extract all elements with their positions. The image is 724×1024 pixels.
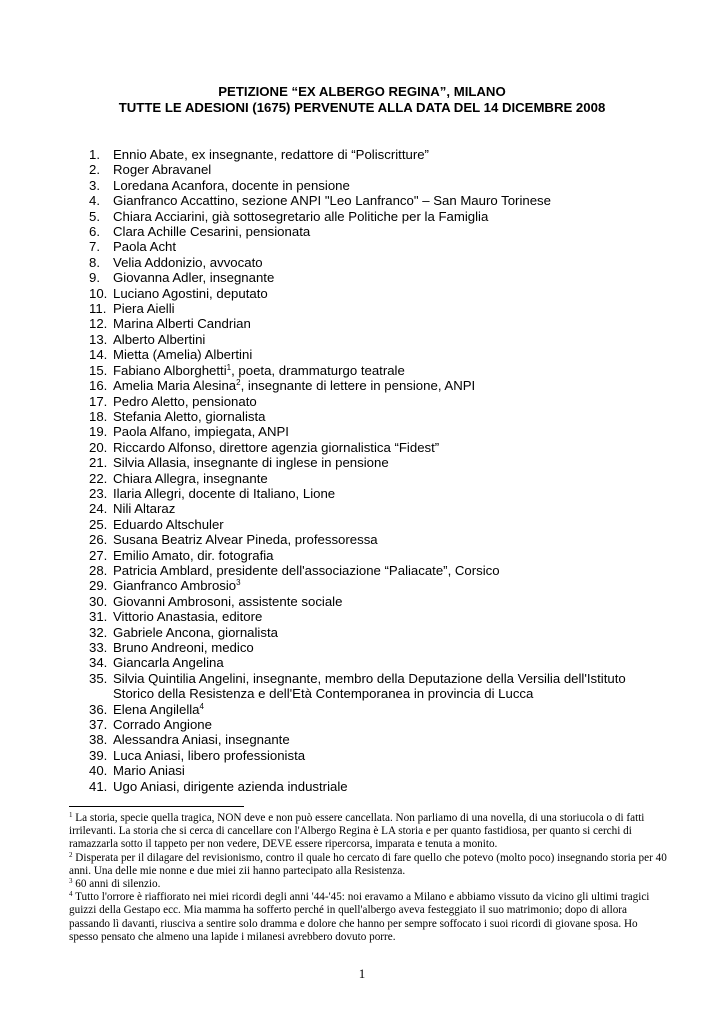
list-item-content [113,409,626,424]
list-item-content [113,501,626,516]
list-item-number: 4. [89,193,100,209]
list-item-text: Chiara Allegra, insegnante [113,470,268,486]
list-item-text: Emilio Amato, dir. fotografia [113,547,274,563]
list-item [89,532,626,547]
list-item-content [113,748,626,763]
list-item [89,239,626,254]
footnote-reference: 3 [236,578,241,588]
list-item-text: Silvia Quintilia Angelini, insegnante, membro della Deputazione della Versilia dell'Istituto [113,670,626,686]
footnote-reference: 4 [199,701,204,711]
list-item [89,609,626,624]
footnote-text: Tutto l'orrore è riaffiorato nei miei ricordi degli anni '44-'45: noi eravamo a Milano e abbiamo vissuto da vicino gli ultimi tragici guizzi della Gestapo ecc. Mia mamma ha sofferto perché in quell'albergo aveva festeggiato il suo matrimonio; dopo di allora passando lì davanti, riusciva a sentire solo dramma e dolore che hanno per sempre soffocato i suoi ricordi di giovane sposa. Ho spesso pensato che almeno una lapide i milanesi avrebbero dovuto porre. [69,891,650,943]
document-title [0,84,724,116]
list-item-number: 8. [89,254,100,270]
list-item-content [113,363,626,378]
list-item-text: Fabiano Alborghetti [113,362,227,378]
list-item-content [113,471,626,486]
list-item-text: Amelia Maria Alesina [113,378,237,394]
list-item [89,563,626,578]
list-item-text: Nili Altaraz [113,501,176,517]
list-item-content [113,671,626,702]
list-item [89,640,626,655]
list-item-number: 13. [89,331,108,347]
list-item-number: 1. [89,147,100,162]
list-item-text: Velia Addonizio, avvocato [113,254,263,270]
list-item-content [113,625,626,640]
list-item-content [113,578,626,593]
footnote [69,878,669,891]
list-item [89,394,626,409]
list-item-content [113,301,626,316]
list-item-number: 26. [89,532,108,548]
list-item [89,748,626,763]
footnote-text: 60 anni di silenzio. [72,878,161,891]
list-item-content [113,162,626,177]
title-line-2: TUTTE LE ADESIONI (1675) PERVENUTE ALLA DATA DEL 14 DICEMBRE 2008 [118,100,606,115]
list-item [89,193,626,208]
list-item-text: Luca Aniasi, libero professionista [113,747,306,763]
list-item-content [113,486,626,501]
list-item [89,717,626,732]
list-item-number: 37. [89,717,108,733]
list-item-number: 9. [89,270,100,286]
list-item-text: Pedro Aletto, pensionato [113,393,257,409]
list-item-content [113,702,626,717]
footnote-mark: 1 [69,811,73,819]
list-item-number: 16. [89,378,108,394]
list-item [89,270,626,285]
list-item [89,440,626,455]
list-item-number: 24. [89,501,108,517]
list-item-content [113,239,626,254]
list-item-content [113,779,626,794]
list-item-number: 17. [89,393,108,409]
footnote [69,891,669,944]
list-item [89,332,626,347]
footnote-mark: 4 [69,890,73,899]
list-item-text: Chiara Acciarini, già sottosegretario alle Politiche per la Famiglia [113,208,489,224]
list-item-number: 11. [89,301,107,317]
list-item-number: 19. [89,424,108,440]
list-item-content [113,717,626,732]
list-item [89,578,626,593]
list-item-content [113,178,626,193]
list-item-number: 25. [89,516,108,532]
list-item-content [113,378,626,393]
list-item-content [113,548,626,563]
list-item-content [113,316,626,331]
signatory-list [89,147,626,794]
list-item-text-continued: , poeta, drammaturgo teatrale [231,362,405,378]
list-item-content [113,255,626,270]
list-item-content [113,286,626,301]
list-item [89,517,626,532]
list-item [89,286,626,301]
list-item [89,763,626,778]
list-item [89,363,626,378]
list-item-number: 21. [89,455,108,471]
list-item-content [113,332,626,347]
list-item [89,224,626,239]
list-item [89,486,626,501]
list-item-text: Stefania Aletto, giornalista [113,408,266,424]
list-item [89,655,626,670]
list-item-text-line-2: Storico della Resistenza e dell'Età Contemporanea in provincia di Lucca [113,686,534,702]
list-item [89,301,626,316]
list-item-text: Giancarla Angelina [113,655,224,671]
list-item-text: Corrado Angione [113,717,212,733]
footnote-reference: 2 [236,378,241,388]
list-item-number: 34. [89,655,108,671]
list-item [89,316,626,331]
list-item [89,702,626,717]
list-item [89,162,626,177]
list-item-text: Bruno Andreoni, medico [113,640,254,655]
list-item-text: Paola Alfano, impiegata, ANPI [113,424,289,440]
list-item [89,501,626,516]
footnote-separator [69,806,244,807]
list-item-text: Alessandra Aniasi, insegnante [113,732,290,748]
list-item-number: 35. [89,670,108,686]
list-item-text: Clara Achille Cesarini, pensionata [113,224,311,240]
list-item-number: 33. [89,640,108,655]
list-item-number: 23. [89,485,108,501]
list-item [89,255,626,270]
footnote-text: Disperata per il dilagare del revisionismo, contro il quale ho cercato di fare quello che potevo (molto poco) insegnando storia per 40 anni. Una delle mie nonne e due miei zii hanno partecipato alla Resistenza. [69,851,667,877]
list-item-content [113,193,626,208]
list-item [89,424,626,439]
list-item-text: Ilaria Allegri, docente di Italiano, Lione [113,485,336,501]
list-item-content [113,424,626,439]
list-item-text: Piera Aielli [113,301,175,317]
list-item-text: Giovanna Adler, insegnante [113,270,275,286]
list-item [89,147,626,162]
list-item-text: Roger Abravanel [113,162,212,178]
list-item-text: Mietta (Amelia) Albertini [113,347,253,363]
list-item-text: Gianfranco Accattino, sezione ANPI "Leo Lanfranco" – San Mauro Torinese [113,193,551,209]
list-item [89,178,626,193]
list-item-content [113,394,626,409]
list-item-content [113,763,626,778]
list-item-content [113,594,626,609]
list-item-number: 30. [89,593,108,609]
list-item [89,471,626,486]
list-item [89,671,626,702]
list-item-content [113,440,626,455]
list-item-number: 18. [89,408,108,424]
list-item-number: 31. [89,609,108,625]
list-item-text: Paola Acht [113,239,177,255]
list-item-text: Alberto Albertini [113,331,206,347]
list-item-content [113,732,626,747]
list-item-text-continued: , insegnante di lettere in pensione, ANPI [240,378,476,394]
list-item-number: 40. [89,763,108,779]
list-item [89,409,626,424]
list-item-number: 22. [89,470,108,486]
list-item-content [113,147,626,162]
list-item-number: 14. [89,347,108,363]
list-item-text: Ennio Abate, ex insegnante, redattore di “Poliscritture” [113,147,429,162]
list-item-text: Susana Beatriz Alvear Pineda, professoressa [113,532,378,548]
footnotes [69,812,669,944]
list-item [89,779,626,794]
list-item-number: 10. [89,285,108,301]
footnote-text: La storia, specie quella tragica, NON deve e non può essere cancellata. Non parliamo di una novella, di una storiucola o di fatti irrilevanti. La storia che si cerca di cancellare con l'Albergo Regina è LA storia e per quanto fastidiosa, per quanto si cerchi di ramazzarla sotto il tappeto per non vedere, DEVE essere ripercorsa, imparata e tenuta a monito. [69,812,645,851]
list-item-number: 20. [89,439,108,455]
footnote-reference: 1 [226,362,232,372]
list-item-text: Loredana Acanfora, docente in pensione [113,177,350,193]
list-item-content [113,517,626,532]
footnote-mark: 3 [69,877,73,886]
list-item-content [113,640,626,655]
list-item-content [113,532,626,547]
list-item [89,347,626,362]
list-item-number: 32. [89,624,108,640]
list-item-content [113,209,626,224]
title-line-1: PETIZIONE “EX ALBERGO REGINA”, MILANO [218,84,506,99]
list-item-number: 27. [89,547,108,563]
list-item-content [113,455,626,470]
list-item-text: Marina Alberti Candrian [113,316,251,332]
list-item [89,378,626,393]
list-item-content [113,563,626,578]
list-item-number: 29. [89,578,108,594]
list-item [89,548,626,563]
list-item-text: Patricia Amblard, presidente dell'associazione “Paliacate”, Corsico [113,562,500,578]
footnote-mark: 2 [69,850,73,859]
list-item-text: Giovanni Ambrosoni, assistente sociale [113,593,343,609]
list-item-text: Elena Angilella [113,701,200,717]
list-item-content [113,655,626,670]
page-number: 1 [358,966,366,981]
list-item-text: Riccardo Alfonso, direttore agenzia giornalistica “Fidest” [113,439,440,455]
list-item [89,209,626,224]
list-item [89,732,626,747]
list-item-number: 36. [89,701,108,717]
list-item-number: 7. [89,239,100,255]
footnote [69,812,669,852]
list-item-text: Eduardo Altschuler [113,516,224,532]
list-item-text: Luciano Agostini, deputato [113,285,268,301]
list-item-content [113,347,626,362]
list-item-content [113,224,626,239]
list-item-number: 41. [89,778,108,794]
list-item-text: Silvia Allasia, insegnante di inglese in pensione [113,455,389,471]
list-item [89,625,626,640]
list-item [89,455,626,470]
footnote [69,852,669,878]
list-item-number: 5. [89,208,100,224]
list-item [89,594,626,609]
list-item-number: 28. [89,562,108,578]
list-item-text: Gabriele Ancona, giornalista [113,624,278,640]
list-item-text: Vittorio Anastasia, editore [113,609,263,625]
list-item-number: 12. [89,316,108,332]
list-item-number: 3. [89,177,100,193]
list-item-number: 39. [89,747,108,763]
list-item-content [113,270,626,285]
list-item-number: 38. [89,732,108,748]
list-item-number: 2. [89,162,100,178]
list-item-text: Mario Aniasi [113,763,185,779]
list-item-content [113,609,626,624]
list-item-text: Gianfranco Ambrosio [113,578,237,594]
list-item-text: Ugo Aniasi, dirigente azienda industriale [113,778,348,794]
list-item-number: 6. [89,224,100,240]
list-item-number: 15. [89,362,108,378]
